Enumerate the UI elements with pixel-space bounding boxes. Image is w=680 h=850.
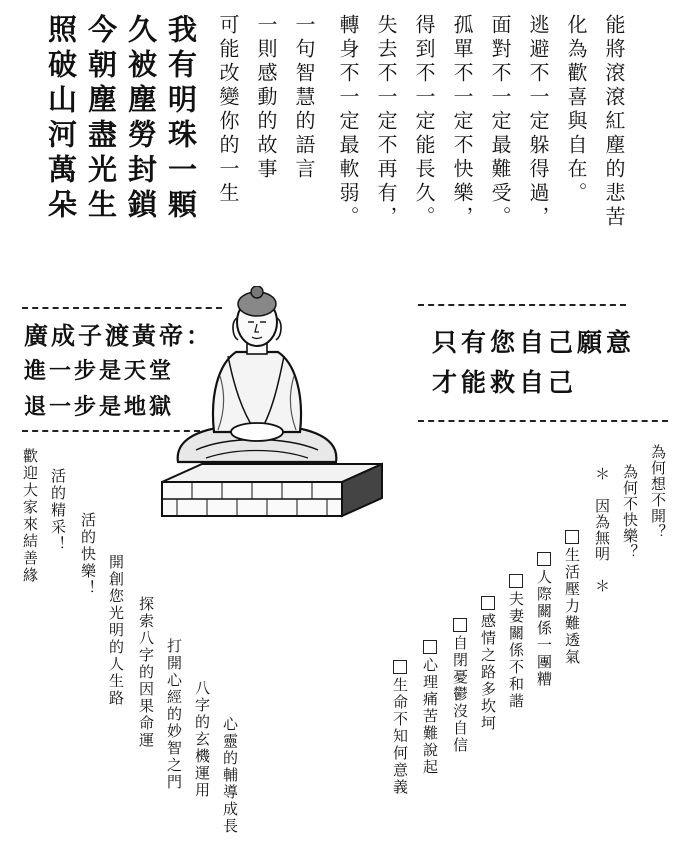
right-box-line-1: 只有您自己願意 bbox=[432, 328, 636, 357]
question-2: 為何不快樂？ bbox=[621, 464, 639, 560]
right-box-line-2: 才能救自己 bbox=[432, 368, 578, 397]
checkbox-icon[interactable] bbox=[537, 552, 551, 566]
checkbox-icon[interactable] bbox=[423, 640, 437, 654]
checklist-item-1: 生活壓力難透氣 bbox=[564, 530, 579, 666]
buddha-statue-icon bbox=[156, 286, 386, 524]
left-box-line-3: 退一步是地獄 bbox=[24, 394, 175, 420]
left-box-line-2: 進一步是天堂 bbox=[24, 358, 175, 384]
poem-line-6: 得到不一定能長久。 bbox=[412, 14, 436, 230]
checkbox-icon[interactable] bbox=[481, 596, 495, 610]
verse-line-2: 久被塵勞封鎖 bbox=[124, 14, 158, 224]
welcome-column: 歡迎大家來結善緣 bbox=[21, 448, 39, 584]
poem-line-10: 一則感動的故事 bbox=[254, 14, 278, 182]
poem-line-7: 失去不一定不再有， bbox=[374, 14, 398, 230]
poem-line-2: 化為歡喜與自在。 bbox=[564, 14, 588, 206]
right-box-top-border bbox=[418, 304, 626, 306]
motto-column-1: 活的精采！ bbox=[49, 468, 67, 553]
poem-line-11: 可能改變你的一生 bbox=[216, 14, 240, 206]
checkbox-icon[interactable] bbox=[453, 618, 467, 632]
service-column-5: 心靈的輔導成長 bbox=[221, 716, 239, 835]
verse-line-3: 今朝塵盡光生 bbox=[84, 14, 118, 224]
checklist-item-6: 心理痛苦難說起 bbox=[422, 640, 437, 776]
checkbox-icon[interactable] bbox=[565, 530, 579, 544]
question-1: 為何想不開？ bbox=[649, 444, 667, 540]
checkbox-icon[interactable] bbox=[509, 574, 523, 588]
poem-line-1: 能將滾滾紅塵的悲苦 bbox=[602, 14, 626, 230]
poem-line-4: 面對不一定最難受。 bbox=[488, 14, 512, 230]
service-column-2: 探索八字的因果命運 bbox=[137, 596, 155, 749]
checklist-item-3: 夫妻關係不和諧 bbox=[508, 574, 523, 710]
service-column-3: 打開心經的妙智之門 bbox=[165, 638, 183, 791]
checklist-item-5: 自閉憂鬱沒自信 bbox=[452, 618, 467, 754]
checklist-item-2: 人際關係一團糟 bbox=[536, 552, 551, 688]
checklist-item-7: 生命不知何意義 bbox=[392, 660, 407, 796]
left-box-title: 廣成子渡黃帝： bbox=[24, 321, 213, 350]
checklist-item-4: 感情之路多坎坷 bbox=[480, 596, 495, 732]
checkbox-icon[interactable] bbox=[393, 660, 407, 674]
poem-line-3: 逃避不一定躲得過， bbox=[526, 14, 550, 230]
question-3: ＊ 因為無明 ＊ bbox=[593, 466, 611, 594]
service-column-1: 開創您光明的人生路 bbox=[107, 554, 125, 707]
poem-line-8: 轉身不一定最軟弱。 bbox=[336, 14, 360, 230]
service-column-4: 八字的玄機運用 bbox=[193, 680, 211, 799]
right-box-bottom-border bbox=[418, 420, 668, 422]
poem-line-9: 一句智慧的語言 bbox=[292, 14, 316, 182]
verse-line-4: 照破山河萬朵 bbox=[44, 14, 78, 224]
motto-column-2: 活的快樂！ bbox=[79, 512, 97, 597]
verse-line-1: 我有明珠一顆 bbox=[164, 14, 198, 224]
poem-line-5: 孤單不一定不快樂， bbox=[450, 14, 474, 230]
